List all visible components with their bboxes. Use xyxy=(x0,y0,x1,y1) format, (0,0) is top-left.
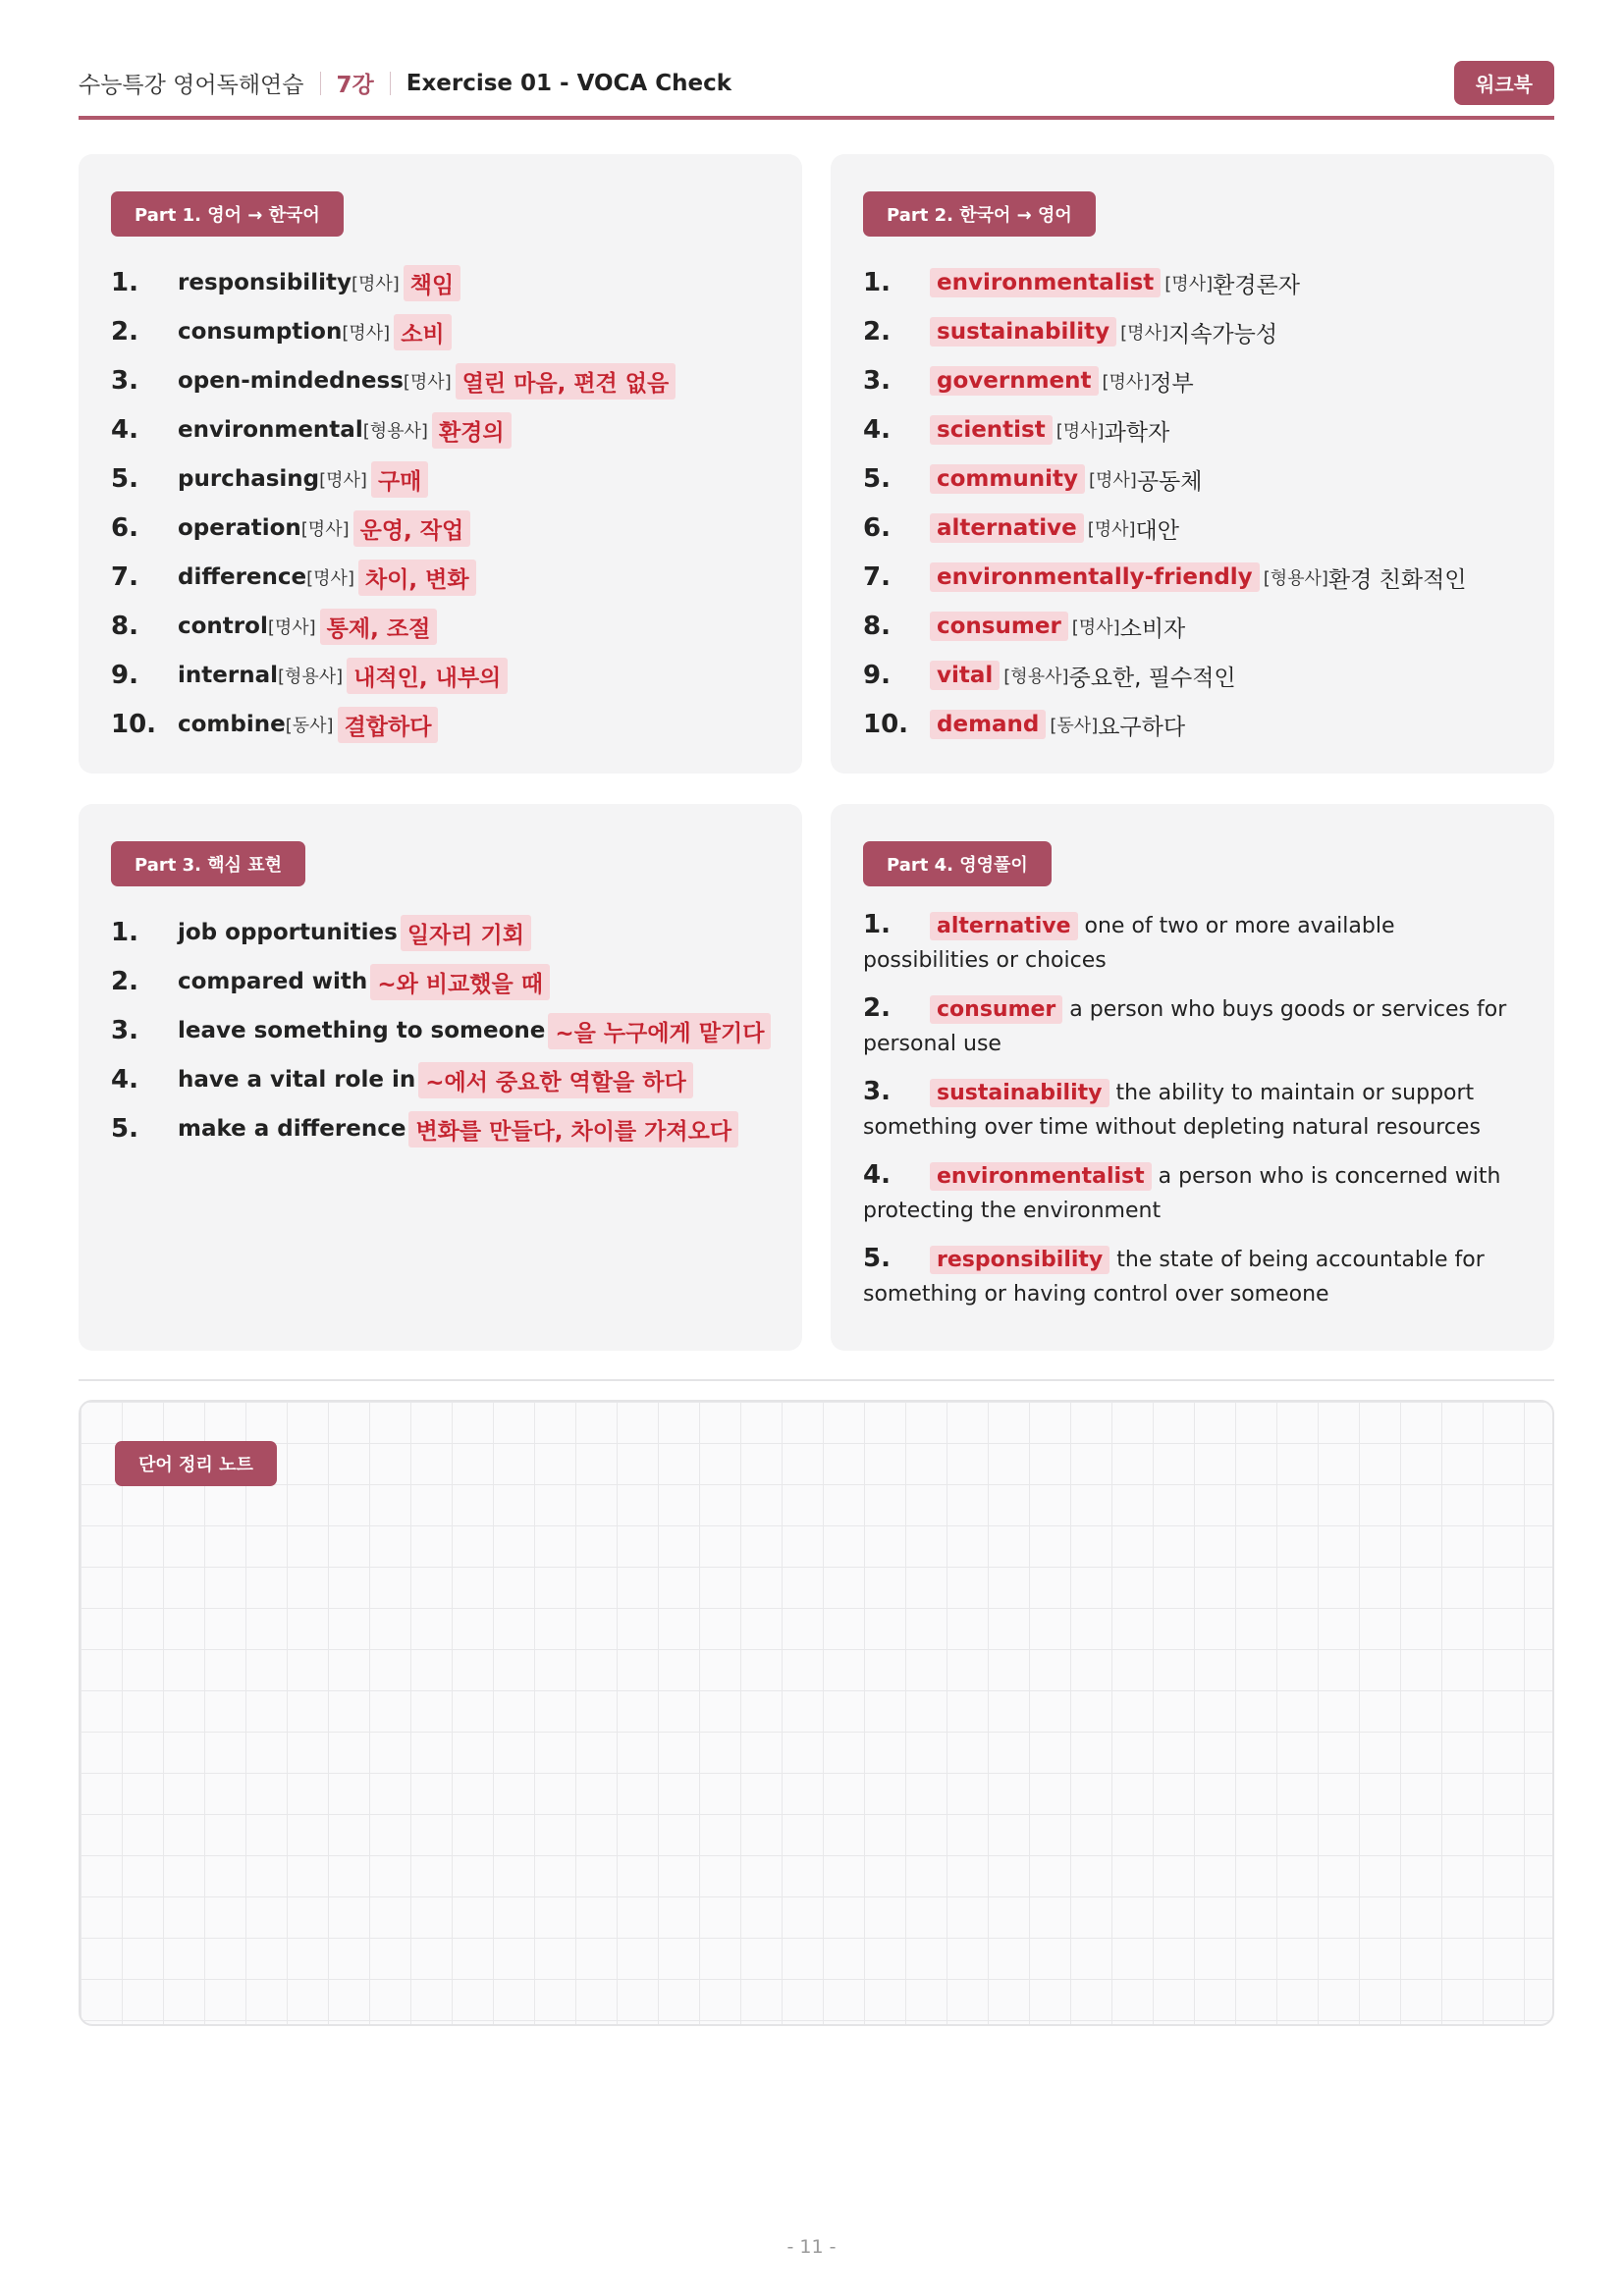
english-term: control xyxy=(178,614,268,639)
list-item xyxy=(863,1158,1519,1228)
english-term: open-mindedness xyxy=(178,368,404,394)
exercise-title: Exercise 01 - VOCA Check xyxy=(406,70,732,96)
answer-highlight: 내적인, 내부의 xyxy=(347,658,508,694)
item-number: 2. xyxy=(863,993,891,1023)
answer-highlight: 구매 xyxy=(371,461,428,498)
english-term: internal xyxy=(178,663,278,688)
list-item xyxy=(111,553,783,602)
header-divider xyxy=(390,72,391,95)
english-term: responsibility xyxy=(178,270,352,295)
list-item xyxy=(111,1055,783,1104)
answer-highlight: 열린 마음, 편견 없음 xyxy=(456,363,676,400)
answer-highlight: 변화를 만들다, 차이를 가져오다 xyxy=(408,1111,738,1148)
part-of-speech: [명사] xyxy=(1071,617,1120,638)
item-number: 4. xyxy=(111,1065,138,1095)
part3-list xyxy=(111,908,783,1153)
english-definition: a person who is concerned with protecting the environment xyxy=(863,1164,1501,1223)
korean-meaning: 요구하다 xyxy=(1098,714,1186,740)
list-item xyxy=(111,504,783,553)
list-item xyxy=(863,908,1519,978)
part-of-speech: [명사] xyxy=(1087,519,1136,540)
item-number: 8. xyxy=(111,612,138,641)
item-number: 1. xyxy=(863,910,891,939)
list-item xyxy=(111,602,783,651)
part-of-speech: [형용사] xyxy=(362,421,428,442)
item-number: 8. xyxy=(863,612,891,641)
item-number: 5. xyxy=(863,464,891,494)
part-of-speech: [동사] xyxy=(1050,716,1099,736)
english-term: environmental xyxy=(178,417,363,443)
part3-label: Part 3. 핵심 표현 xyxy=(111,841,305,886)
part2-card xyxy=(831,154,1554,774)
item-number: 2. xyxy=(863,317,891,347)
answer-highlight: ~와 비교했을 때 xyxy=(370,964,550,1000)
part-of-speech: [명사] xyxy=(342,323,391,344)
list-item xyxy=(863,991,1519,1061)
answer-highlight: 운영, 작업 xyxy=(353,510,471,547)
list-item xyxy=(863,405,1535,454)
answer-highlight: sustainability xyxy=(930,317,1116,347)
list-item xyxy=(111,307,783,356)
answer-highlight: 소비 xyxy=(394,314,451,350)
item-number: 4. xyxy=(863,415,891,445)
item-number: 3. xyxy=(111,366,138,396)
expression: compared with xyxy=(178,969,368,994)
answer-highlight: ~을 누구에게 맡기다 xyxy=(548,1013,771,1049)
list-item xyxy=(111,908,783,957)
expression: job opportunities xyxy=(178,920,398,945)
part-of-speech: [명사] xyxy=(1089,470,1137,491)
part2-list xyxy=(863,258,1535,749)
section-divider xyxy=(79,1379,1554,1381)
list-item xyxy=(111,258,783,307)
part2-label: Part 2. 한국어 → 영어 xyxy=(863,191,1096,237)
part4-list xyxy=(863,908,1519,1325)
list-item xyxy=(863,356,1535,405)
item-number: 10. xyxy=(111,710,157,739)
item-number: 1. xyxy=(111,268,138,297)
answer-highlight: 책임 xyxy=(404,265,460,301)
part-of-speech: [명사] xyxy=(1102,372,1151,393)
list-item xyxy=(111,1006,783,1055)
answer-highlight: responsibility xyxy=(930,1246,1109,1274)
answer-highlight: 결합하다 xyxy=(338,707,439,743)
english-term: purchasing xyxy=(178,466,320,492)
lesson-number: 7강 xyxy=(336,73,374,98)
korean-meaning: 환경론자 xyxy=(1213,272,1300,298)
item-number: 1. xyxy=(863,268,891,297)
english-definition: the ability to maintain or support something over time without depleting natural resources xyxy=(863,1081,1481,1140)
list-item xyxy=(863,307,1535,356)
part-of-speech: [명사] xyxy=(300,519,350,540)
item-number: 5. xyxy=(111,464,138,494)
list-item xyxy=(111,700,783,749)
answer-highlight: consumer xyxy=(930,612,1068,641)
answer-highlight: alternative xyxy=(930,513,1084,543)
page-header xyxy=(79,61,1554,120)
answer-highlight: scientist xyxy=(930,415,1053,445)
answer-highlight: community xyxy=(930,464,1085,494)
korean-meaning: 대안 xyxy=(1135,517,1179,544)
korean-meaning: 중요한, 필수적인 xyxy=(1068,665,1236,691)
part-of-speech: [형용사] xyxy=(277,667,344,687)
part-of-speech: [형용사] xyxy=(1003,667,1069,687)
list-item xyxy=(863,602,1535,651)
item-number: 7. xyxy=(863,562,891,592)
part-of-speech: [명사] xyxy=(351,274,400,294)
part4-card xyxy=(831,804,1554,1351)
answer-highlight: environmentalist xyxy=(930,1162,1152,1191)
item-number: 5. xyxy=(111,1114,138,1144)
answer-highlight: consumer xyxy=(930,995,1062,1024)
part4-label: Part 4. 영영풀이 xyxy=(863,841,1052,886)
item-number: 7. xyxy=(111,562,138,592)
part1-list xyxy=(111,258,783,749)
english-term: operation xyxy=(178,515,301,541)
english-definition: a person who buys goods or services for personal use xyxy=(863,997,1507,1056)
list-item xyxy=(863,258,1535,307)
answer-highlight: 환경의 xyxy=(432,412,512,449)
list-item xyxy=(111,651,783,700)
list-item xyxy=(111,356,783,405)
item-number: 2. xyxy=(111,317,138,347)
part-of-speech: [명사] xyxy=(1120,323,1168,344)
item-number: 2. xyxy=(111,967,138,996)
korean-meaning: 환경 친화적인 xyxy=(1327,566,1467,593)
answer-highlight: ~에서 중요한 역할을 하다 xyxy=(418,1062,692,1098)
note-label: 단어 정리 노트 xyxy=(115,1441,277,1486)
answer-highlight: 차이, 변화 xyxy=(358,560,476,596)
header-breadcrumb xyxy=(79,67,731,99)
expression: leave something to someone xyxy=(178,1018,546,1043)
list-item xyxy=(863,454,1535,504)
part-of-speech: [명사] xyxy=(306,568,354,589)
list-item xyxy=(863,1075,1519,1145)
item-number: 10. xyxy=(863,710,909,739)
series-title: 수능특강 영어독해연습 xyxy=(79,73,304,98)
answer-highlight: environmentalist xyxy=(930,268,1161,297)
answer-highlight: sustainability xyxy=(930,1079,1109,1107)
list-item xyxy=(111,1104,783,1153)
part-of-speech: [명사] xyxy=(403,372,452,393)
english-term: combine xyxy=(178,712,286,737)
item-number: 3. xyxy=(863,366,891,396)
korean-meaning: 정부 xyxy=(1150,370,1194,397)
answer-highlight: government xyxy=(930,366,1099,396)
part-of-speech: [동사] xyxy=(285,716,334,736)
english-definition: the state of being accountable for something or having control over someone xyxy=(863,1248,1485,1307)
answer-highlight: vital xyxy=(930,661,1000,690)
item-number: 3. xyxy=(863,1077,891,1106)
english-term: consumption xyxy=(178,319,343,345)
answer-highlight: demand xyxy=(930,710,1046,739)
part-of-speech: [명사] xyxy=(319,470,367,491)
korean-meaning: 과학자 xyxy=(1104,419,1170,446)
page-number: - 11 - xyxy=(786,2236,837,2258)
header-divider xyxy=(320,72,321,95)
item-number: 5. xyxy=(863,1244,891,1273)
expression: have a vital role in xyxy=(178,1067,416,1093)
list-item xyxy=(111,454,783,504)
part-of-speech: [명사] xyxy=(1164,274,1214,294)
part3-card xyxy=(79,804,802,1351)
answer-highlight: environmentally-friendly xyxy=(930,562,1260,592)
english-definition: one of two or more available possibilities or choices xyxy=(863,914,1395,973)
korean-meaning: 공동체 xyxy=(1136,468,1203,495)
answer-highlight: 일자리 기회 xyxy=(401,915,531,951)
korean-meaning: 지속가능성 xyxy=(1167,321,1278,347)
item-number: 3. xyxy=(111,1016,138,1045)
list-item xyxy=(863,504,1535,553)
list-item xyxy=(863,651,1535,700)
part1-card xyxy=(79,154,802,774)
item-number: 6. xyxy=(111,513,138,543)
item-number: 1. xyxy=(111,918,138,947)
english-term: difference xyxy=(178,564,307,590)
list-item xyxy=(111,957,783,1006)
expression: make a difference xyxy=(178,1116,406,1142)
part-of-speech: [명사] xyxy=(267,617,316,638)
answer-highlight: alternative xyxy=(930,912,1078,940)
korean-meaning: 소비자 xyxy=(1119,615,1186,642)
list-item xyxy=(111,405,783,454)
workbook-badge: 워크북 xyxy=(1454,61,1554,105)
item-number: 6. xyxy=(863,513,891,543)
vocab-note-area[interactable] xyxy=(79,1400,1554,2026)
part-of-speech: [명사] xyxy=(1055,421,1105,442)
item-number: 9. xyxy=(863,661,891,690)
item-number: 4. xyxy=(863,1160,891,1190)
part-of-speech: [형용사] xyxy=(1263,568,1328,589)
item-number: 4. xyxy=(111,415,138,445)
part1-label: Part 1. 영어 → 한국어 xyxy=(111,191,344,237)
list-item xyxy=(863,553,1535,602)
list-item xyxy=(863,700,1535,749)
list-item xyxy=(863,1242,1519,1311)
item-number: 9. xyxy=(111,661,138,690)
answer-highlight: 통제, 조절 xyxy=(320,609,438,645)
